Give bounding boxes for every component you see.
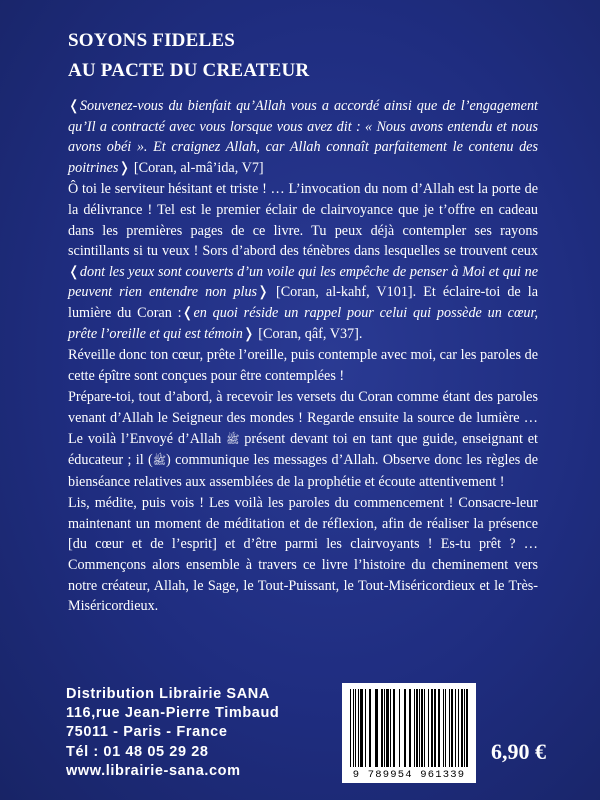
quote-open-glyph: ❬ — [68, 263, 80, 280]
distributor-info — [66, 685, 279, 781]
verse-reference-1: [Coran, al-mâ’ida, V7] — [133, 159, 264, 176]
distributor-street: 116,rue Jean-Pierre Timbaud — [66, 705, 280, 722]
verse-quote-1: Souvenez-vous du bienfait qu’Allah vous a accordé ainsi que de l’engagement qu’Il a contracté avec vous lorsque vous avez dit : « Nous avons entendu et nous avons obéi ». Et craignez Allah, car Allah connaît parfaitement le contenu des poitrines — [68, 98, 538, 176]
distributor-phone: Tél : 01 48 05 29 28 — [66, 743, 209, 760]
pbuh-icon: ﷺ — [226, 433, 240, 446]
paragraph-4-text-b: présent devant toi en tant que guide, enseignant et éducateur ; il — [68, 430, 539, 469]
barcode-bars — [350, 689, 468, 767]
barcode-number: 9 789954 961339 — [352, 769, 466, 781]
quote-open-glyph: ❬ — [181, 304, 194, 321]
barcode-stripe — [466, 689, 467, 767]
title-line-2: AU PACTE DU CREATEUR — [68, 60, 310, 81]
quote-close-glyph: ❭ — [257, 284, 269, 301]
distributor-city: 75011 - Paris - France — [66, 724, 228, 741]
blurb-text — [68, 96, 538, 618]
pbuh-icon: ﷺ — [152, 455, 167, 468]
title-line-1: SOYONS FIDELES — [68, 30, 235, 51]
paragraph-2-text: Ô toi le serviteur hésitant et triste ! … L’invocation du nom d’Allah est la porte de la délivrance ! Tel est le premier éclair de clairvoyance que je t’offre en cadeau dans les premières pages de ce livre. Tu peux déjà contempler ses rayons scintillants si tu veux ! Sors d’abord des ténèbres dans lesquelles se trouvent ceux — [68, 181, 538, 260]
paragraph-5: Lis, médite, puis vois ! Les voilà les paroles du commencement ! Consacre-leur maintenant un moment de méditation et de réflexion, afin de réaliser la présence [du cœur et de l’esprit] et d’être parmi les clairvoyants ! Es-tu prêt ? … Commençons alors ensemble à travers ce livre l’histoire du cheminement vers notre créateur, Allah, le Sage, le Tout-Puissant, le Tout-Miséricordieux et le Très-Miséricordieux. — [68, 495, 538, 615]
paragraph-3: Réveille donc ton cœur, prête l’oreille, puis contemple avec moi, car les paroles de cette épître sont conçues pour être contemplées ! — [68, 347, 538, 384]
quote-close-glyph: ❭ — [118, 159, 131, 176]
paragraph-2 — [68, 179, 538, 344]
paragraph-4-text-a: Prépare-toi, tout d’abord, à recevoir les versets du Coran comme étant des paroles venant d’Allah le Seigneur des mondes ! Regarde ensuite la source de lumière … Le voilà l’Envoyé d’Allah — [68, 389, 538, 447]
paragraph-4-text-c: communique les messages d’Allah. Observe donc les règles de bienséance relatives aux assemblées de la prophétie et écoute attentivement ! — [68, 452, 539, 490]
verse-quote-2: dont les yeux sont couverts d’un voile qui les empêche de penser à Moi et qui ne peuvent rien entendre non plus — [68, 263, 538, 301]
paragraph-4: Prépare-toi, tout d’abord, à recevoir les versets du Coran comme étant des paroles venant d’Allah le Seigneur des mondes ! Regarde ensuite la source de lumière … Le voilà l’Envoyé d’Allah ﷺ présent devant toi en tant que guide, enseignant et éducateur ; il (ﷺ) communique les messages d’Allah. Observe donc les règles de bienséance relatives aux assemblées de la prophétie et écoute attentivement ! — [68, 389, 539, 490]
distributor-website: www.librairie-sana.com — [66, 762, 241, 779]
verse-reference-2: [Coran, al-kahf, V101]. Et éclaire-toi de la lumière du Coran : — [68, 284, 538, 321]
price-label: 6,90 € — [491, 739, 546, 764]
paragraph-1 — [68, 96, 538, 178]
book-title — [68, 26, 309, 86]
isbn-barcode — [342, 683, 476, 783]
verse-quote-3: en quoi réside un rappel pour celui qui possède un cœur, prête l’oreille et qui est témoin — [68, 304, 538, 342]
quote-close-glyph: ❭ — [242, 325, 255, 342]
verse-reference-3: [Coran, qâf, V37]. — [258, 325, 363, 342]
distributor-name: Distribution Librairie SANA — [66, 686, 270, 702]
quote-open-glyph: ❬ — [68, 98, 80, 114]
